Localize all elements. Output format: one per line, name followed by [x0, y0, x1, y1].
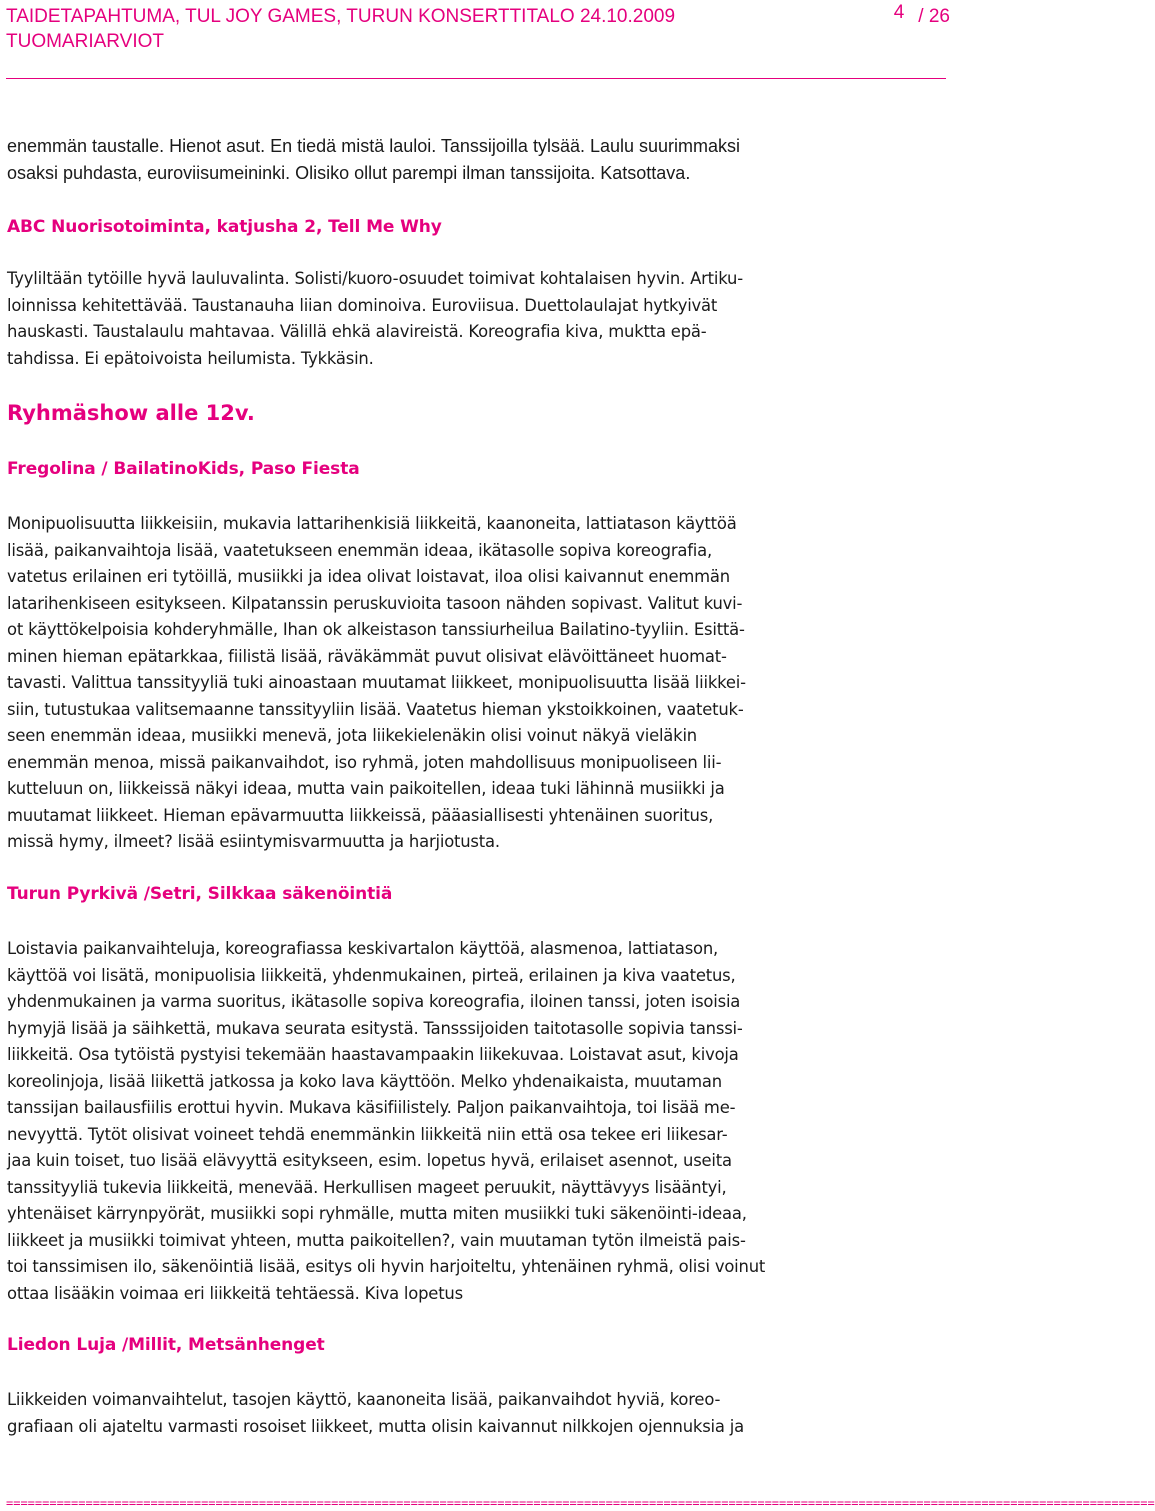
text-line: kutteluun on, liikkeissä näkyi ideaa, mutta vain paikoitellen, ideaa tuki lähinnä musiikki ja	[7, 779, 725, 798]
text-line: muutamat liikkeet. Hieman epävarmuutta liikkeissä, pääasiallisesti yhtenäinen suoritus,	[7, 805, 714, 825]
intro-line: osaksi puhdasta, euroviisumeininki. Olisiko ollut parempi ilman tanssijoita. Katsottava.	[7, 162, 691, 183]
intro-paragraph	[7, 133, 740, 186]
text-line: jaa kuin toiset, tuo lisää elävyyttä esitykseen, esim. lopetus hyvä, erilaiset asennot, useita	[7, 1151, 732, 1170]
text-line: toi tanssimisen ilo, säkenöintiä lisää, esitys oli hyvin harjoiteltu, yhtenäinen ryhmä, olisi voinut	[7, 1257, 766, 1276]
text-line: ottaa lisääkin voimaa eri liikkeitä tehtäessä. Kiva lopetus	[7, 1283, 463, 1303]
text-line: vatetus erilainen eri tytöillä, musiikki ja idea olivat loistavat, iloa olisi kaivannut enemmän	[7, 567, 730, 586]
text-line: yhtenäiset kärrynpyörät, musiikki sopi ryhmälle, mutta miten musiikki tuki säkenöinti-ideaa,	[7, 1204, 747, 1223]
text-line: loinnissa kehitettävää. Taustanauha liian dominoiva. Euroviisua. Duettolaulajat hytkyivät	[7, 295, 718, 315]
header-title	[6, 4, 675, 54]
entry-heading-turun: Turun Pyrkivä /Setri, Silkkaa säkenöintiä	[7, 884, 393, 904]
entry-heading-abc: ABC Nuorisotoiminta, katjusha 2, Tell Me Why	[7, 217, 442, 237]
text-line: Loistavia paikanvaihteluja, koreografiassa keskivartalon käyttöä, alasmenoa, lattiatason,	[7, 939, 719, 958]
text-line: hymyjä lisää ja säihkettä, mukava seurata esitystä. Tansssijoiden taitotasolle sopivia tanssi-	[7, 1018, 743, 1038]
text-line: tavasti. Valittua tanssityyliä tuki ainoastaan muutamat liikkeet, monipuolisuutta lisää liikkei-	[7, 673, 746, 692]
text-line: lisää, paikanvaihtoja lisää, vaatetukseen enemmän ideaa, ikätasolle sopiva koreografia,	[7, 540, 713, 560]
footer-divider: ===============================================================================================================================================================	[6, 1496, 1155, 1510]
event-title: TAIDETAPAHTUMA, TUL JOY GAMES, TURUN KONSERTTITALO 24.10.2009	[6, 6, 676, 27]
text-line: Liikkeiden voimanvaihtelut, tasojen käyttö, kaanoneita lisää, paikanvaihdot hyviä, koreo-	[7, 1390, 721, 1409]
entry-text-fregolina	[7, 511, 746, 856]
text-line: enemmän menoa, missä paikanvaihdot, iso ryhmä, joten mahdollisuus monipuoliseen lii-	[7, 752, 722, 772]
text-line: tanssityyliä tukevia liikkeitä, menevää. Herkullisen mageet peruukit, näyttävyys lisääntyi,	[7, 1177, 727, 1197]
entry-heading-liedon: Liedon Luja /Millit, Metsänhenget	[7, 1335, 325, 1355]
header-divider	[6, 78, 946, 79]
text-line: liikkeet ja musiikki toimivat yhteen, mutta paikoitellen?, vain muutaman tytön ilmeistä pais-	[7, 1230, 746, 1250]
section-title: Ryhmäshow alle 12v.	[7, 401, 255, 425]
text-line: tahdissa. Ei epätoivoista heilumista. Tykkäsin.	[7, 348, 374, 368]
text-line: tanssijan bailausfiilis erottui hyvin. Mukava käsifiilistely. Paljon paikanvaihtoja, toi lisää me-	[7, 1098, 736, 1117]
text-line: Tyyliltään tytöille hyvä lauluvalinta. Solisti/kuoro-osuudet toimivat kohtalaisen hyvin. Artiku-	[7, 269, 743, 288]
text-line: missä hymy, ilmeet? lisää esiintymisvarmuutta ja harjiotusta.	[7, 832, 500, 851]
page-number	[894, 4, 950, 29]
text-line: yhdenmukainen ja varma suoritus, ikätasolle sopiva koreografia, iloinen tanssi, joten isoisia	[7, 992, 741, 1011]
text-line: koreolinjoja, lisää liikettä jatkossa ja koko lava käyttöön. Melko yhdenaikaista, muutaman	[7, 1071, 722, 1091]
page-current: 4	[893, 2, 905, 23]
intro-line: enemmän taustalle. Hienot asut. En tiedä mistä lauloi. Tanssijoilla tylsää. Laulu suurimmaksi	[7, 136, 741, 156]
entry-text-turun	[7, 936, 765, 1307]
text-line: ot käyttökelpoisia kohderyhmälle, Ihan ok alkeistason tanssiurheilua Bailatino-tyyliin. Esittä-	[7, 620, 745, 639]
text-line: minen hieman epätarkkaa, fiilistä lisää, räväkämmät puvut olisivat elävöittäneet huomat-	[7, 646, 727, 666]
text-line: grafiaan oli ajateltu varmasti rosoiset liikkeet, mutta olisin kaivannut nilkkojen ojennuksia ja	[7, 1416, 744, 1436]
entry-heading-fregolina: Fregolina / BailatinoKids, Paso Fiesta	[7, 459, 360, 479]
text-line: nevyyttä. Tytöt olisivat voineet tehdä enemmänkin liikkeitä niin että osa tekee eri liikesar-	[7, 1124, 728, 1144]
entry-text-liedon	[7, 1387, 744, 1440]
text-line: latarihenkiseen esitykseen. Kilpatanssin peruskuvioita tasoon nähden sopivast. Valitut kuvi-	[7, 593, 743, 613]
text-line: hauskasti. Taustalaulu mahtavaa. Välillä ehkä alavireistä. Koreografia kiva, muktta epä-	[7, 322, 707, 341]
text-line: liikkeitä. Osa tytöistä pystyisi tekemään haastavampaakin liikekuvaa. Loistavat asut, kivoja	[7, 1045, 739, 1064]
text-line: seen enemmän ideaa, musiikki menevä, jota liikekielenäkin olisi voinut näkyä vieläkin	[7, 726, 697, 745]
text-line: siin, tutustukaa valitsemaanne tanssityyliin lisää. Vaatetus hieman ykstoikkoinen, vaatetuk-	[7, 699, 744, 719]
text-line: Monipuolisuutta liikkeisiin, mukavia lattarihenkisiä liikkeitä, kaanoneita, lattiatason käyttöä	[7, 514, 737, 533]
text-line: käyttöä voi lisätä, monipuolisia liikkeitä, yhdenmukainen, pirteä, erilainen ja kiva vaatetus,	[7, 965, 736, 985]
document-title: TUOMARIARVIOT	[6, 31, 164, 52]
page-total: / 26	[918, 6, 950, 27]
entry-text-abc	[7, 266, 743, 372]
